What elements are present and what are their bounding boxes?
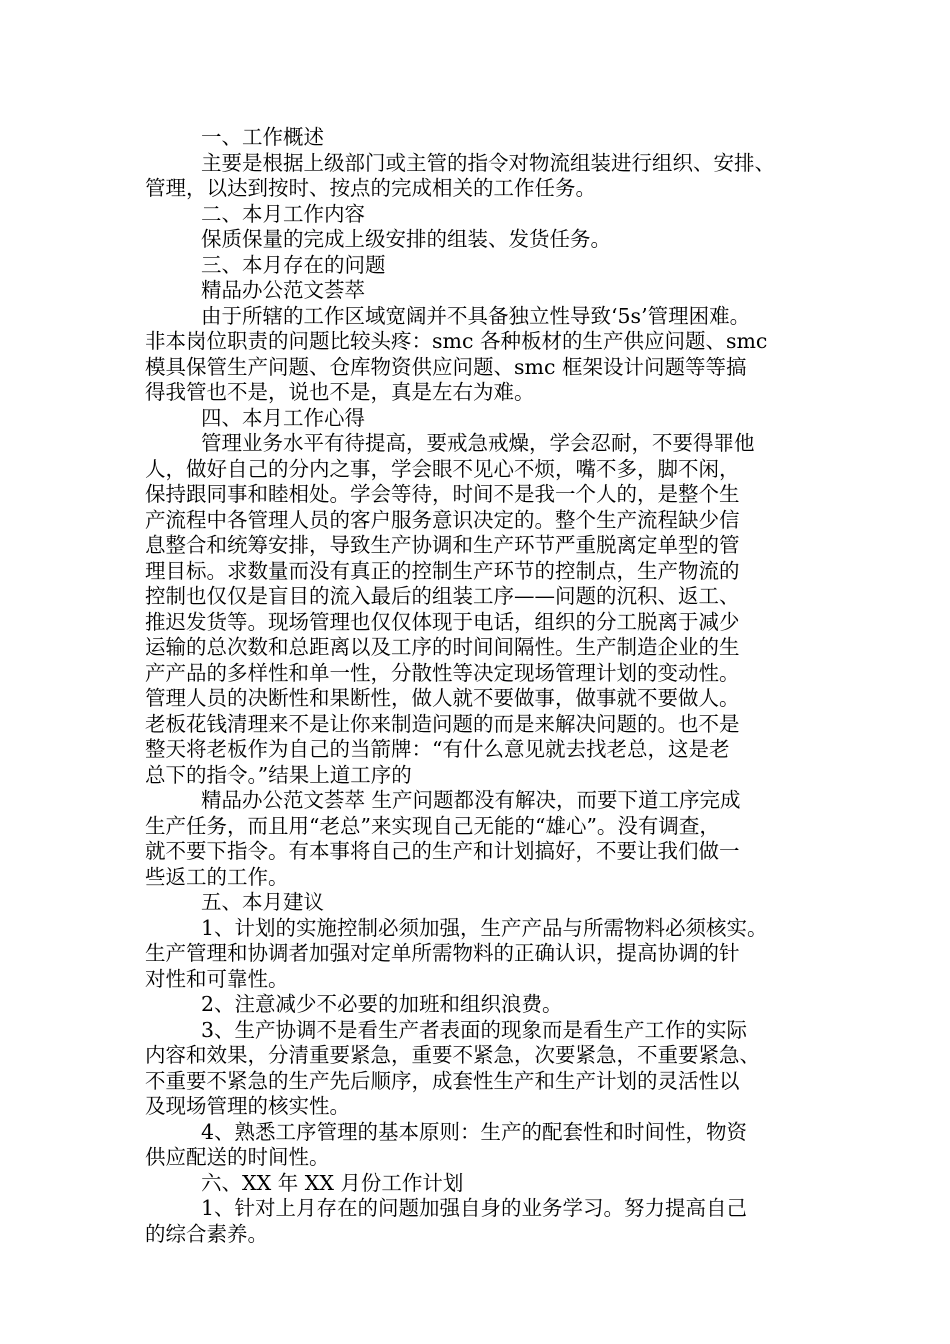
text-line: 人，做好自己的分内之事，学会眼不见心不烦，嘴不多，脚不闲，	[145, 456, 740, 481]
text-line: 推迟发货等。现场管理也仅仅体现于电话，组织的分工脱离于减少	[145, 609, 740, 634]
text-line: 模具保管生产问题、仓库物资供应问题、smc 框架设计问题等等搞	[145, 354, 747, 379]
text-line: 五、本月建议	[201, 890, 324, 914]
text-line: 不重要不紧急的生产先后顺序，成套性生产和生产计划的灵活性以	[145, 1068, 740, 1093]
text-line: 三、本月存在的问题	[201, 252, 386, 277]
text-line: 4、熟悉工序管理的基本原则：生产的配套性和时间性，物资	[201, 1119, 748, 1144]
text-line: 1、计划的实施控制必须加强，生产产品与所需物料必须核实。	[201, 915, 768, 940]
text-line: 产流程中各管理人员的客户服务意识决定的。整个生产流程缺少信	[145, 507, 740, 532]
text-line: 生产管理和协调者加强对定单所需物料的正确认识，提高协调的针	[145, 941, 740, 965]
text-line: 3、生产协调不是看生产者表面的现象而是看生产工作的实际	[201, 1017, 748, 1042]
text-line: 生产任务，而且用“老总”来实现自己无能的“雄心”。没有调查，	[145, 813, 720, 838]
text-line: 非本岗位职责的问题比较头疼：smc 各种板材的生产供应问题、smc	[145, 329, 768, 353]
text-line: 老板花钱清理来不是让你来制造问题的而是来解决问题的。也不是	[145, 711, 740, 736]
text-line: 保持跟同事和睦相处。学会等待，时间不是我一个人的，是整个生	[145, 482, 740, 506]
text-line: 供应配送的时间性。	[145, 1145, 330, 1169]
text-line: 就不要下指令。有本事将自己的生产和计划搞好，不要让我们做一	[145, 839, 740, 863]
text-line: 1、针对上月存在的问题加强自身的业务学习。努力提高自己	[201, 1196, 748, 1220]
text-line: 六、XX 年 XX 月份工作计划	[201, 1170, 464, 1195]
text-line: 管理，以达到按时、按点的完成相关的工作任务。	[145, 176, 596, 200]
text-line: 主要是根据上级部门或主管的指令对物流组装进行组织、安排、	[201, 150, 775, 175]
text-line: 一、工作概述	[201, 125, 324, 149]
text-line: 管理人员的决断性和果断性，做人就不要做事，做事就不要做人。	[145, 686, 740, 710]
text-line: 息整合和统筹安排，导致生产协调和生产环节严重脱离定单型的管	[145, 533, 740, 557]
text-line: 及现场管理的核实性。	[145, 1094, 350, 1118]
text-line: 二、本月工作内容	[201, 201, 365, 226]
text-line: 内容和效果，分清重要紧急，重要不紧急，次要紧急，不重要紧急、	[145, 1043, 760, 1067]
text-line: 总下的指令。”结果上道工序的	[145, 762, 412, 787]
text-line: 精品办公范文荟萃	[201, 278, 365, 302]
text-line: 产产品的多样性和单一性，分散性等决定现场管理计划的变动性。	[145, 660, 740, 685]
text-line: 对性和可靠性。	[145, 966, 289, 991]
text-line: 精品办公范文荟萃 生产问题都没有解决，而要下道工序完成	[201, 788, 741, 812]
text-line: 整天将老板作为自己的当箭牌：“有什么意见就去找老总，这是老	[145, 737, 730, 761]
text-line: 由于所辖的工作区域宽阔并不具备独立性导致‘5s’管理困难。	[201, 303, 751, 328]
text-line: 2、注意减少不必要的加班和组织浪费。	[201, 992, 563, 1016]
text-line: 四、本月工作心得	[201, 405, 365, 430]
text-line: 些返工的工作。	[145, 864, 289, 889]
text-line: 运输的总次数和总距离以及工序的时间间隔性。生产制造企业的生	[145, 635, 740, 659]
text-line: 管理业务水平有待提高，要戒急戒燥，学会忍耐，不要得罪他	[201, 431, 755, 455]
text-line: 理目标。求数量而没有真正的控制生产环节的控制点，生产物流的	[145, 558, 740, 583]
text-line: 的综合素养。	[145, 1221, 268, 1246]
text-line: 保质保量的完成上级安排的组装、发货任务。	[201, 227, 611, 251]
text-line: 得我管也不是，说也不是，真是左右为难。	[145, 380, 535, 404]
text-line: 控制也仅仅是盲目的流入最后的组装工序——问题的沉积、返工、	[145, 584, 740, 608]
document-body	[145, 125, 825, 1247]
